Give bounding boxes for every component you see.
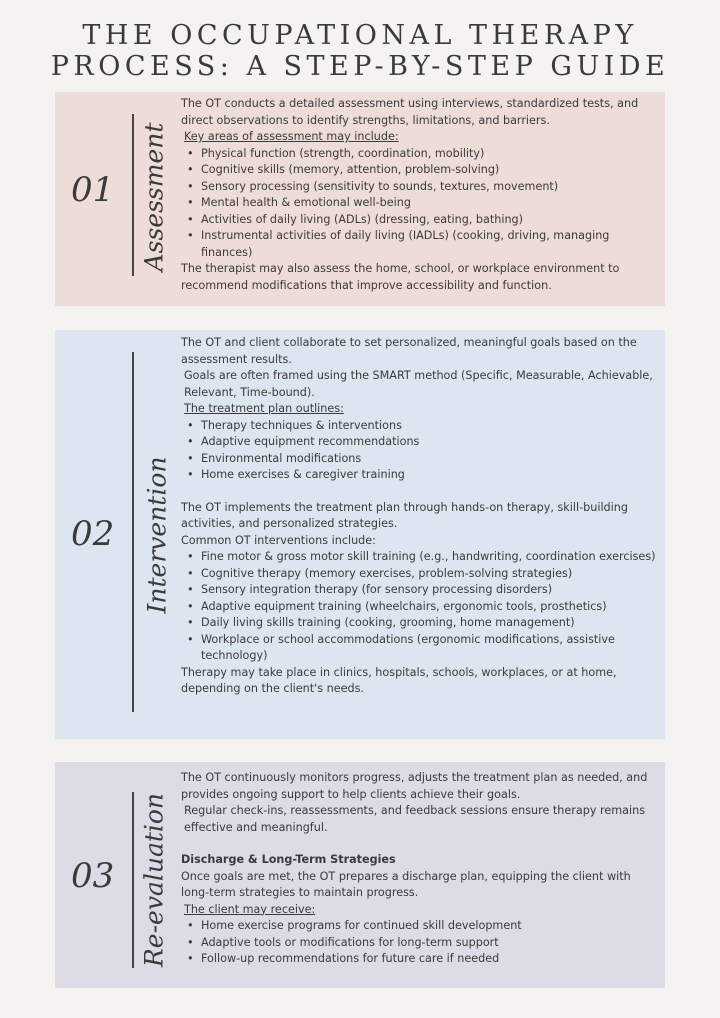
bullet-list — [181, 418, 659, 484]
list-item: • Daily living skills training (cooking, grooming, home management) — [181, 615, 659, 632]
section-label: Intervention — [142, 456, 172, 614]
list-item: • Activities of daily living (ADLs) (dressing, eating, bathing) — [181, 212, 659, 229]
list-heading: The client may receive: — [184, 902, 316, 916]
list-item: • Cognitive therapy (memory exercises, problem-solving strategies) — [181, 566, 659, 583]
list-item: • Therapy techniques & interventions — [181, 418, 659, 435]
list-item: • Mental health & emotional well-being — [181, 195, 659, 212]
section-content — [181, 335, 659, 698]
spacer — [181, 836, 659, 852]
subheading: Discharge & Long-Term Strategies — [181, 853, 396, 866]
list-item: • Home exercise programs for continued skill development — [181, 918, 659, 935]
section-intervention — [55, 330, 665, 739]
section-number: 02 — [71, 514, 115, 554]
list-item: • Workplace or school accommodations (ergonomic modifications, assistive technology) — [181, 632, 659, 665]
list-heading: Key areas of assessment may include: — [184, 130, 399, 143]
list-item: • Adaptive equipment recommendations — [181, 434, 659, 451]
intro-text: The OT and client collaborate to set personalized, meaningful goals based on the assessment results. — [181, 336, 637, 366]
bullet-list — [181, 146, 659, 262]
list-item: • Adaptive tools or modifications for long-term support — [181, 935, 659, 952]
closing-text: Therapy may take place in clinics, hospitals, schools, workplaces, or at home, depending on the client's needs. — [181, 665, 617, 695]
list-heading-2: Common OT interventions include: — [181, 533, 376, 547]
intro-text-2: Regular check-ins, reassessments, and feedback sessions ensure therapy remains effective and meaningful. — [184, 804, 646, 834]
spacer — [181, 484, 659, 500]
list-item: • Cognitive skills (memory, attention, problem-solving) — [181, 162, 659, 179]
title-line-1: THE OCCUPATIONAL THERAPY — [82, 20, 638, 51]
bullet-list-2 — [181, 549, 659, 665]
closing-text: The therapist may also assess the home, school, or workplace environment to recommend modifications that improve accessibility and function. — [181, 262, 620, 292]
section-content — [181, 770, 659, 968]
list-item: • Instrumental activities of daily living (IADLs) (cooking, driving, managing finances) — [181, 228, 659, 261]
section-divider — [132, 792, 134, 968]
paragraph-2: The OT implements the treatment plan through hands-on therapy, skill-building activities, and personalized strategies. — [181, 500, 628, 530]
list-item: • Physical function (strength, coordination, mobility) — [181, 146, 659, 163]
title-line-2: PROCESS: A STEP-BY-STEP GUIDE — [50, 51, 670, 82]
section-assessment — [55, 92, 665, 306]
intro-text: The OT continuously monitors progress, adjusts the treatment plan as needed, and provides ongoing support to help clients achieve their goals. — [181, 771, 648, 801]
list-item: • Sensory processing (sensitivity to sounds, textures, movement) — [181, 179, 659, 196]
intro-text-2: Goals are often framed using the SMART method (Specific, Measurable, Achievable, Relevant, Time-bound). — [184, 369, 653, 399]
section-number: 03 — [71, 856, 115, 896]
section-label: Assessment — [139, 122, 169, 272]
section-content — [181, 96, 659, 294]
section-label: Re-evaluation — [139, 792, 169, 968]
section-divider — [132, 352, 134, 712]
list-item: • Adaptive equipment training (wheelchairs, ergonomic tools, prosthetics) — [181, 599, 659, 616]
bullet-list — [181, 918, 659, 968]
list-item: • Environmental modifications — [181, 451, 659, 468]
section-divider — [132, 114, 134, 276]
paragraph-2: Once goals are met, the OT prepares a discharge plan, equipping the client with long-term strategies to maintain progress. — [181, 869, 631, 899]
list-heading: The treatment plan outlines: — [184, 402, 344, 415]
section-number: 01 — [71, 170, 115, 210]
intro-text: The OT conducts a detailed assessment using interviews, standardized tests, and direct observations to identify strengths, limitations, and barriers. — [181, 97, 639, 127]
list-item: • Sensory integration therapy (for sensory processing disorders) — [181, 582, 659, 599]
list-item: • Fine motor & gross motor skill training (e.g., handwriting, coordination exercises) — [181, 549, 659, 566]
section-re-evaluation — [55, 762, 665, 988]
page-title — [0, 20, 720, 82]
list-item: • Follow-up recommendations for future care if needed — [181, 951, 659, 968]
list-item: • Home exercises & caregiver training — [181, 467, 659, 484]
